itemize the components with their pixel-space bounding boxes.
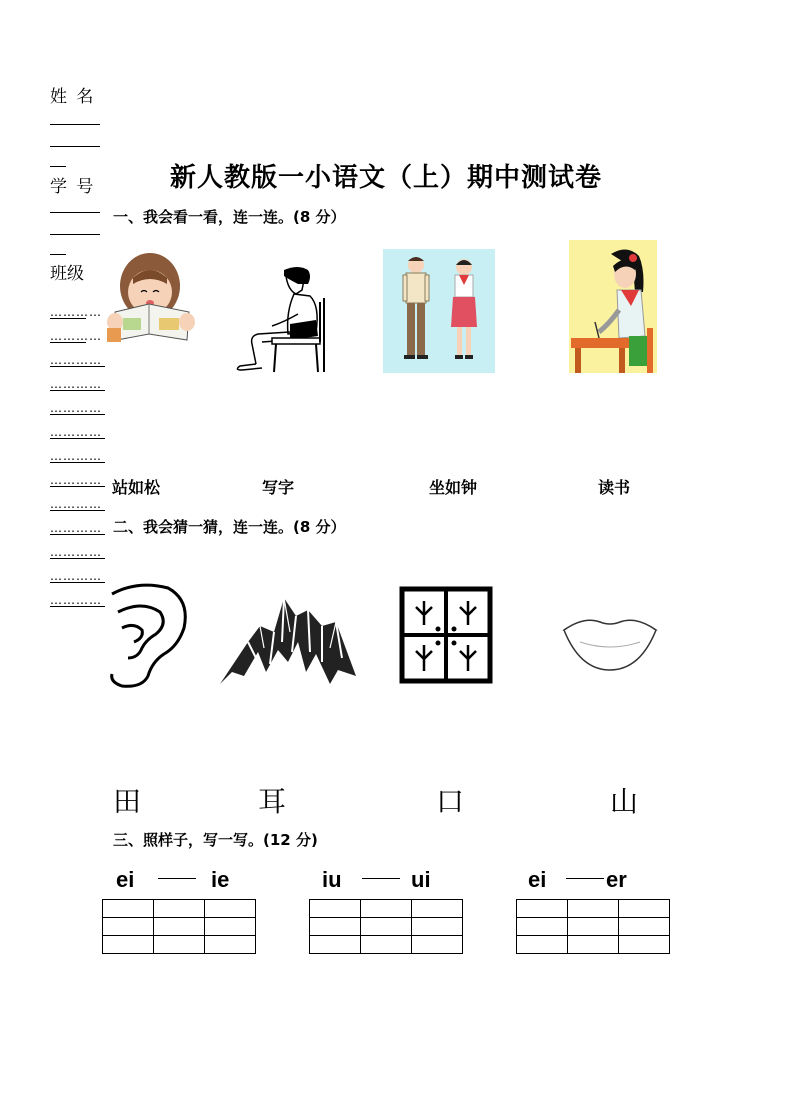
student-number-label: 学 号 bbox=[50, 177, 96, 197]
writing-cell[interactable] bbox=[361, 936, 412, 954]
number-blank-line[interactable] bbox=[50, 212, 100, 213]
section1-heading: 一、我会看一看，连一连。(8 分） bbox=[113, 208, 346, 226]
person-sitting-picture bbox=[228, 262, 328, 374]
section2-heading: 二、我会猜一猜，连一连。(8 分） bbox=[113, 518, 346, 536]
example3-right-pinyin: er bbox=[606, 867, 627, 892]
example2-right-pinyin: ui bbox=[411, 867, 431, 892]
dotted-blank-row: ………… bbox=[50, 305, 102, 319]
writing-cell[interactable] bbox=[619, 936, 670, 954]
writing-cell[interactable] bbox=[205, 918, 256, 936]
writing-cell[interactable] bbox=[568, 936, 619, 954]
dotted-blank-row: ………… bbox=[50, 426, 105, 439]
label-sit-like-bell: 坐如钟 bbox=[429, 478, 478, 497]
writing-cell[interactable] bbox=[103, 936, 154, 954]
dotted-blank-row: ………… bbox=[50, 498, 105, 511]
writing-cell[interactable] bbox=[619, 918, 670, 936]
writing-cell[interactable] bbox=[361, 900, 412, 918]
example1-left-pinyin: ei bbox=[116, 867, 135, 892]
page-title: 新人教版一小语文（上）期中测试卷 bbox=[170, 163, 603, 193]
writing-cell[interactable] bbox=[310, 918, 361, 936]
standing-children-picture bbox=[383, 249, 495, 373]
mouth-picture bbox=[560, 612, 660, 674]
girl-writing-picture bbox=[569, 240, 657, 373]
example1-dash bbox=[158, 878, 196, 879]
name-label: 姓 名 bbox=[50, 87, 96, 107]
writing-cell[interactable] bbox=[205, 936, 256, 954]
name-blank-line bbox=[50, 166, 66, 167]
writing-cell[interactable] bbox=[568, 900, 619, 918]
dotted-blank-row: ………… bbox=[50, 594, 105, 607]
label-stand-like-pine: 站如松 bbox=[112, 478, 161, 497]
name-blank-line[interactable] bbox=[50, 124, 100, 125]
field-picture bbox=[398, 585, 494, 685]
dotted-blank-row: ………… bbox=[50, 329, 102, 343]
example2-writing-grid[interactable] bbox=[309, 899, 463, 954]
girl-reading-picture bbox=[103, 248, 197, 344]
dotted-blank-row: ………… bbox=[50, 450, 105, 463]
writing-cell[interactable] bbox=[154, 900, 205, 918]
example3-writing-grid[interactable] bbox=[516, 899, 670, 954]
label-writing: 写字 bbox=[262, 478, 295, 497]
writing-cell[interactable] bbox=[154, 918, 205, 936]
ear-picture bbox=[108, 582, 190, 690]
dotted-blank-row: ………… bbox=[50, 474, 105, 487]
dotted-blank-row: ………… bbox=[50, 570, 105, 583]
dotted-blank-row: ………… bbox=[50, 522, 105, 535]
dotted-blank-row: ………… bbox=[50, 546, 105, 559]
writing-cell[interactable] bbox=[310, 936, 361, 954]
char-mouth: 口 bbox=[436, 785, 465, 818]
writing-cell[interactable] bbox=[517, 936, 568, 954]
dotted-blank-row: ………… bbox=[50, 378, 105, 391]
writing-cell[interactable] bbox=[517, 900, 568, 918]
dotted-blank-row: ………… bbox=[50, 402, 105, 415]
writing-cell[interactable] bbox=[361, 918, 412, 936]
section3-heading: 三、照样子，写一写。(12 分) bbox=[113, 831, 318, 849]
mountain-picture bbox=[218, 592, 358, 688]
writing-cell[interactable] bbox=[205, 900, 256, 918]
writing-cell[interactable] bbox=[103, 918, 154, 936]
example3-left-pinyin: ei bbox=[528, 867, 547, 892]
writing-cell[interactable] bbox=[517, 918, 568, 936]
writing-cell[interactable] bbox=[568, 918, 619, 936]
writing-cell[interactable] bbox=[103, 900, 154, 918]
name-blank-line[interactable] bbox=[50, 146, 100, 147]
char-ear: 耳 bbox=[258, 785, 287, 818]
example3-dash bbox=[566, 878, 604, 879]
char-field: 田 bbox=[113, 785, 142, 818]
writing-cell[interactable] bbox=[412, 918, 463, 936]
label-reading: 读书 bbox=[598, 478, 631, 497]
number-blank-line bbox=[50, 254, 66, 255]
char-mountain: 山 bbox=[610, 785, 639, 818]
number-blank-line[interactable] bbox=[50, 234, 100, 235]
writing-cell[interactable] bbox=[412, 936, 463, 954]
example2-left-pinyin: iu bbox=[322, 867, 342, 892]
writing-cell[interactable] bbox=[154, 936, 205, 954]
writing-cell[interactable] bbox=[412, 900, 463, 918]
dotted-blank-row: ………… bbox=[50, 354, 105, 367]
writing-cell[interactable] bbox=[619, 900, 670, 918]
example2-dash bbox=[362, 878, 400, 879]
writing-cell[interactable] bbox=[310, 900, 361, 918]
class-label: 班级 bbox=[50, 264, 84, 284]
example1-writing-grid[interactable] bbox=[102, 899, 256, 954]
example1-right-pinyin: ie bbox=[211, 867, 230, 892]
